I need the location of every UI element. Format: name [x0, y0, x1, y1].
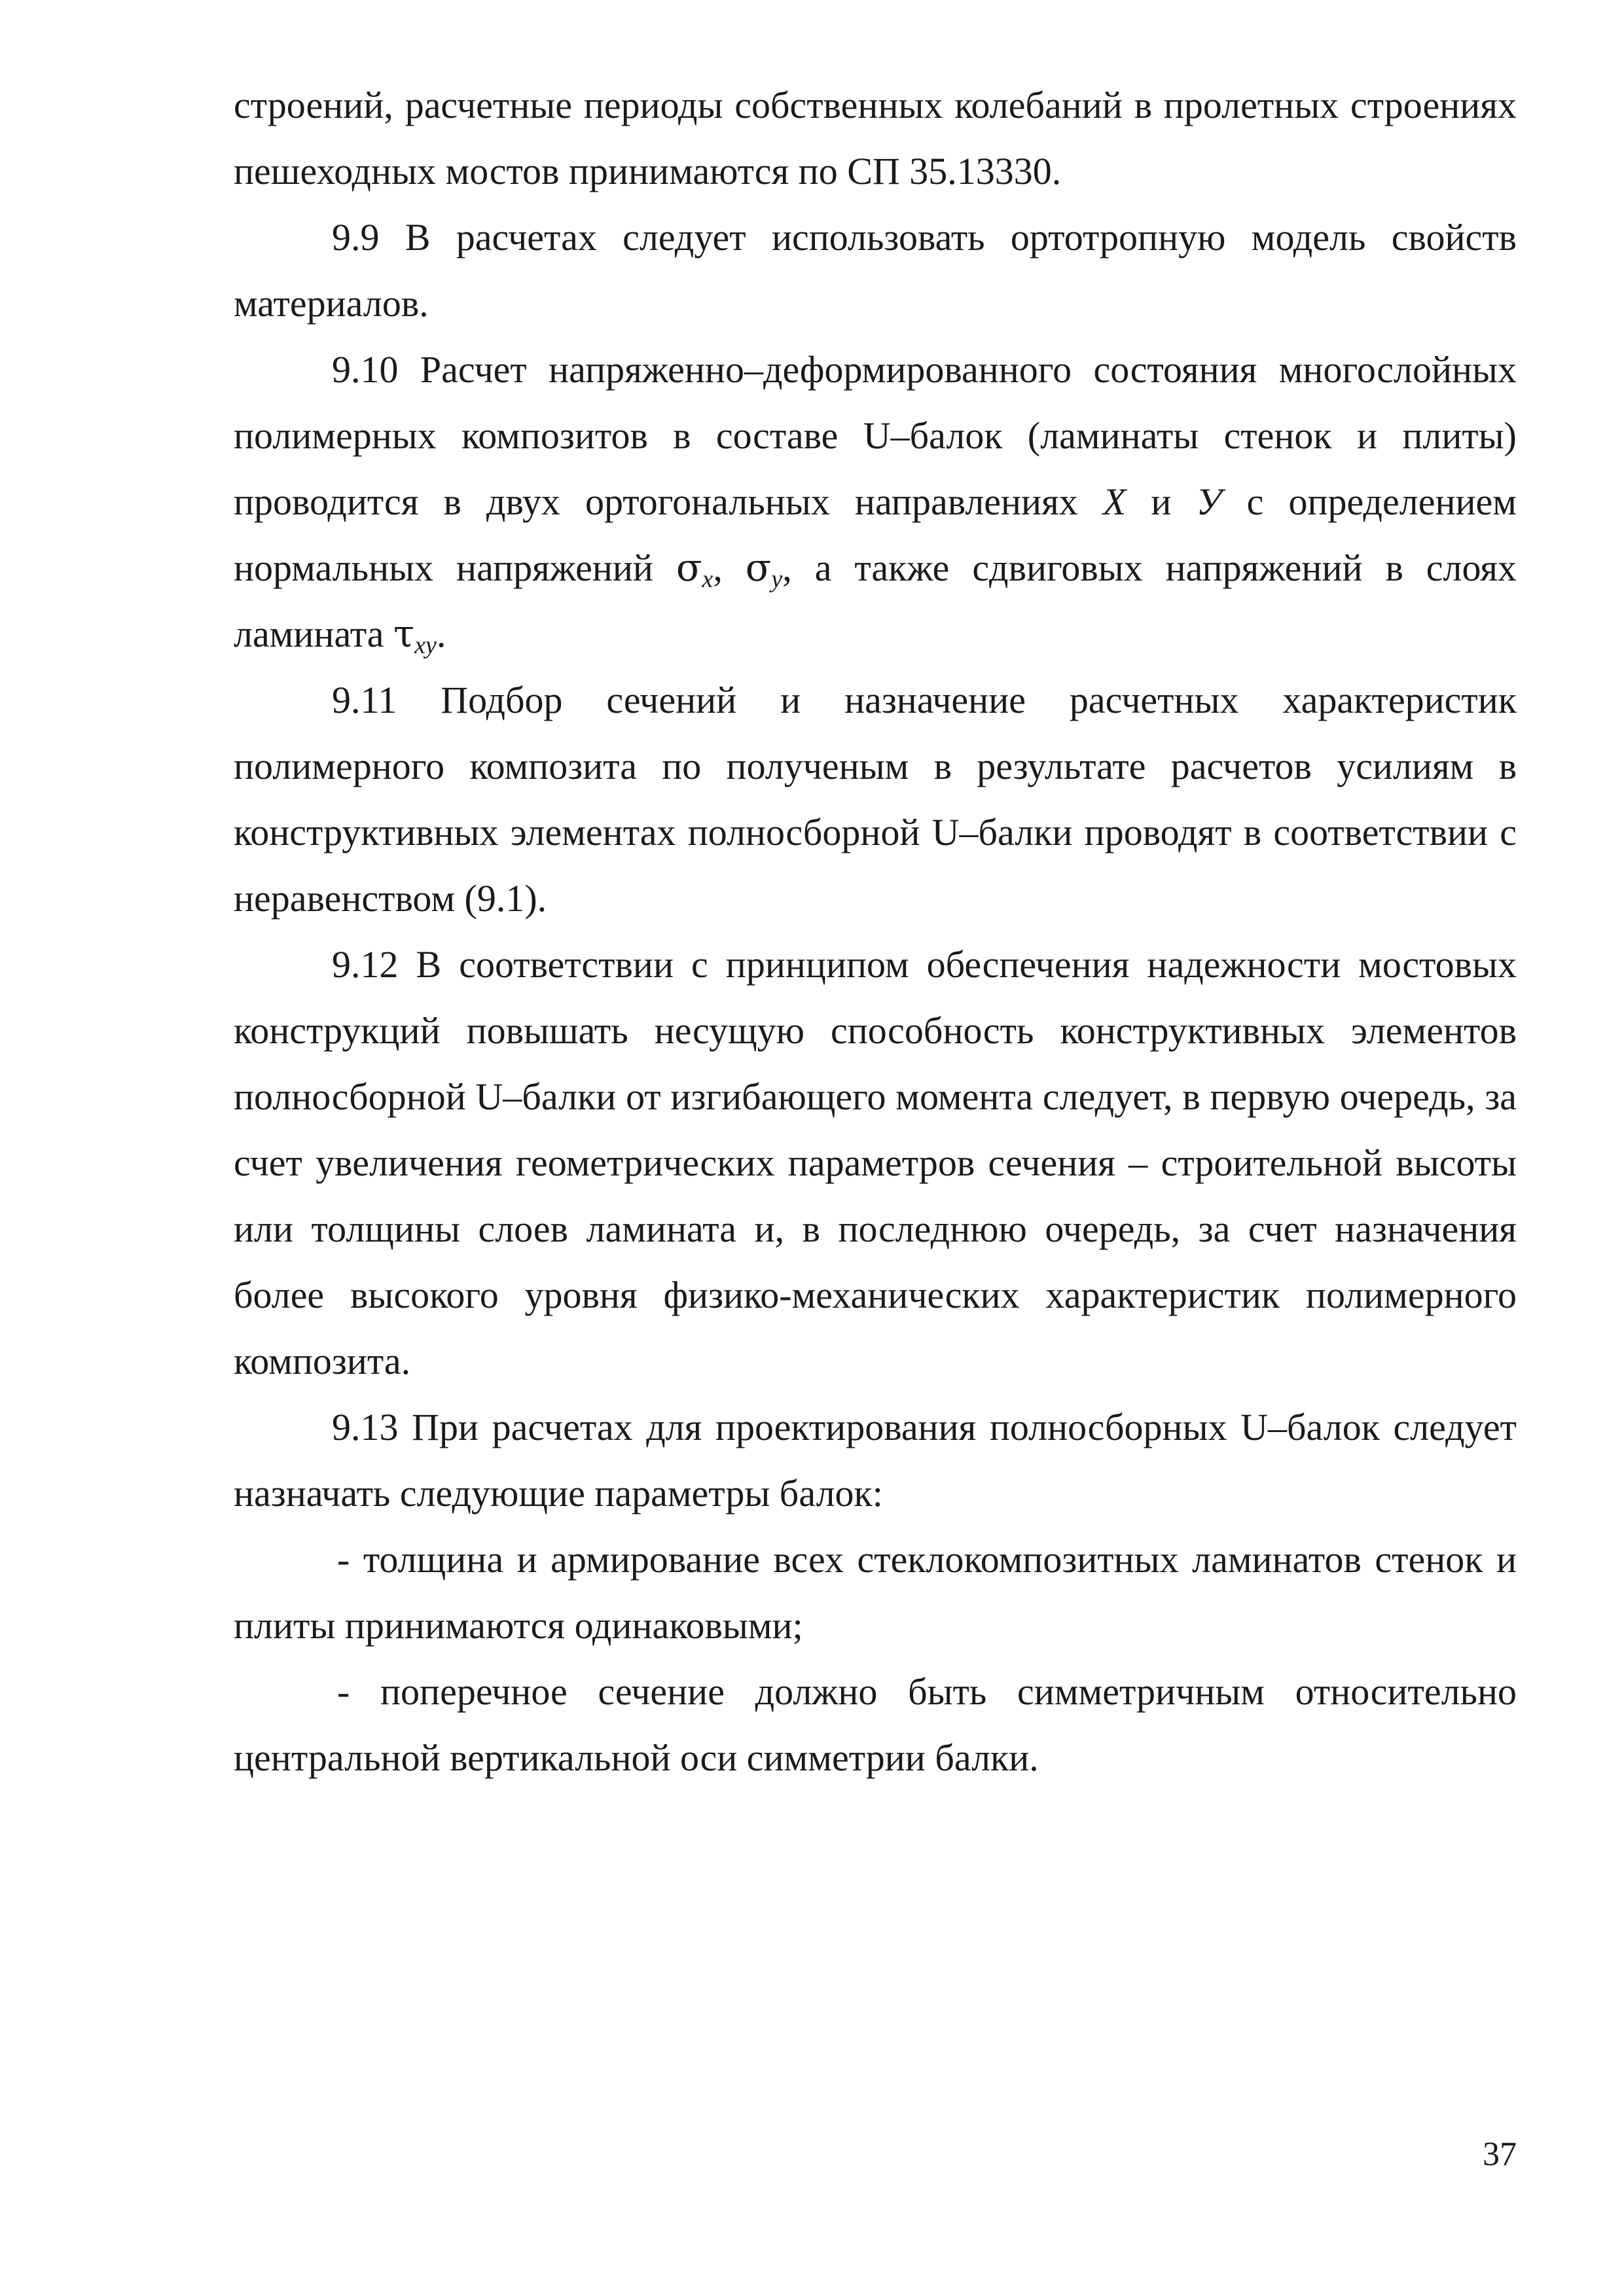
paragraph-9-13: 9.13 При расчетах для проектирования полносборных U–балок следует назначать следующие параметры балок:: [234, 1406, 1517, 1515]
tau-subscript: xy: [414, 632, 437, 659]
variable-y: У: [1196, 480, 1222, 523]
sigma-x-subscript: x: [702, 565, 713, 593]
paragraph-9-9: 9.9 В расчетах следует использовать ортотропную модель свойств материалов.: [234, 216, 1517, 325]
paragraph-9-11: 9.11 Подбор сечений и назначение расчетных характеристик полимерного композита по полученым в результате расчетов усилиям в конструктивных элементах полносборной U–балки проводят в соответствии с неравенством (9.1).: [234, 679, 1517, 920]
page-number: 37: [1483, 2136, 1517, 2173]
sigma-y-symbol: σ: [745, 545, 772, 590]
tau-symbol: τ: [393, 611, 415, 656]
separator-comma: ,: [713, 547, 746, 589]
conjunction: и: [1126, 480, 1197, 523]
paragraph-9-10-text-2: с определением нормальных напряжений: [234, 480, 1517, 589]
variable-x: X: [1102, 480, 1127, 523]
list-item-symmetry: - поперечное сечение должно быть симметричным относительно центральной вертикальной оси симметрии балки.: [234, 1670, 1517, 1779]
paragraph-9-10-text-3: , а также сдвиговых напряжений в слоях ламината: [234, 547, 1517, 655]
paragraph-9-10: [234, 336, 1517, 667]
paragraph-9-10-end: .: [436, 613, 446, 655]
list-item-thickness: - толщина и армирование всех стеклокомпозитных ламинатов стенок и плиты принимаются одинаковыми;: [234, 1538, 1517, 1647]
paragraph-continuation: строений, расчетные периоды собственных колебаний в пролетных строениях пешеходных мостов принимаются по СП 35.13330.: [234, 84, 1517, 192]
document-body: [234, 72, 1517, 1791]
paragraph-9-12: 9.12 В соответствии с принципом обеспечения надежности мостовых конструкций повышать несущую способность конструктивных элементов полносборной U–балки от изгибающего момента следует, в первую очередь, за счет увеличения геометрических параметров сечения – строительной высоты или толщины слоев ламината и, в последнюю очередь, за счет назначения более высокого уровня физико-механических характеристик полимерного композита.: [234, 943, 1517, 1382]
paragraph-9-10-text-1: 9.10 Расчет напряженно–деформированного состояния многослойных полимерных композитов в составе U–балок (ламинаты стенок и плиты) проводится в двух ортогональных направлениях: [234, 348, 1517, 523]
sigma-x-symbol: σ: [676, 545, 702, 590]
sigma-y-subscript: y: [771, 565, 783, 593]
